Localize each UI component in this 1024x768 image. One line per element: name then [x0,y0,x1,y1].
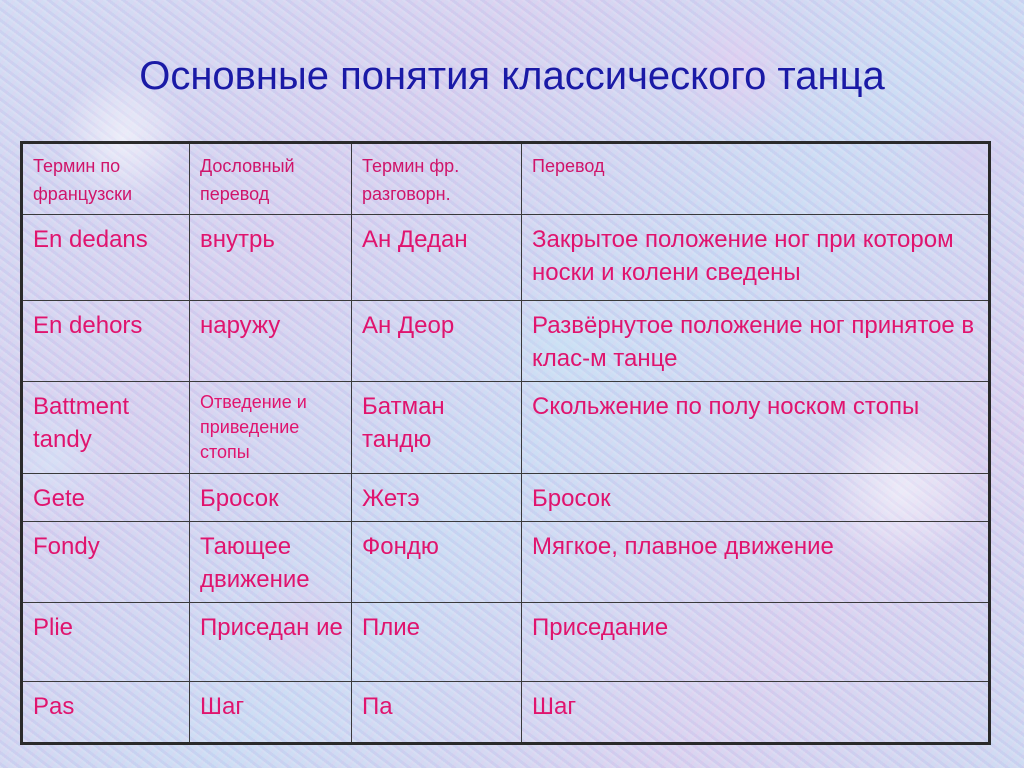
slide-title: Основные понятия классического танца [139,54,885,98]
cell-french-term: Pas [22,682,190,744]
cell-translation: Развёрнутое положение ног принятое в клас-м танце [522,301,990,382]
cell-literal-translation: внутрь [190,215,352,301]
cell-colloquial-term: Фондю [352,522,522,603]
cell-colloquial-term: Па [352,682,522,744]
table-row [22,682,990,744]
cell-french-term: Gete [22,474,190,522]
cell-translation: Закрытое положение ног при котором носки и колени сведены [522,215,990,301]
cell-french-term: En dehors [22,301,190,382]
cell-literal-translation: Тающее движение [190,522,352,603]
table-header-row [22,143,990,215]
cell-french-term: Battment tandy [22,382,190,474]
cell-translation: Шаг [522,682,990,744]
header-cell-french-term: Термин по французски [22,143,190,215]
header-cell-colloquial-term: Термин фр. разговорн. [352,143,522,215]
cell-literal-translation: Приседан ие [190,603,352,682]
cell-colloquial-term: Плие [352,603,522,682]
cell-literal-translation: Отведение и приведение стопы [190,382,352,474]
table-row [22,382,990,474]
cell-literal-translation: Бросок [190,474,352,522]
table-row [22,301,990,382]
cell-colloquial-term: Ан Деор [352,301,522,382]
terms-table-container [20,141,988,745]
cell-colloquial-term: Батман тандю [352,382,522,474]
table-row [22,522,990,603]
cell-colloquial-term: Жетэ [352,474,522,522]
header-cell-translation: Перевод [522,143,990,215]
cell-translation: Скольжение по полу носком стопы [522,382,990,474]
header-cell-literal-translation: Дословный перевод [190,143,352,215]
cell-french-term: Fondy [22,522,190,603]
cell-literal-translation: наружу [190,301,352,382]
table-row [22,474,990,522]
cell-translation: Приседание [522,603,990,682]
terms-table [20,141,991,745]
cell-translation: Бросок [522,474,990,522]
cell-literal-translation: Шаг [190,682,352,744]
cell-translation: Мягкое, плавное движение [522,522,990,603]
table-row [22,603,990,682]
table-row [22,215,990,301]
cell-colloquial-term: Ан Дедан [352,215,522,301]
cell-french-term: En dedans [22,215,190,301]
cell-french-term: Plie [22,603,190,682]
